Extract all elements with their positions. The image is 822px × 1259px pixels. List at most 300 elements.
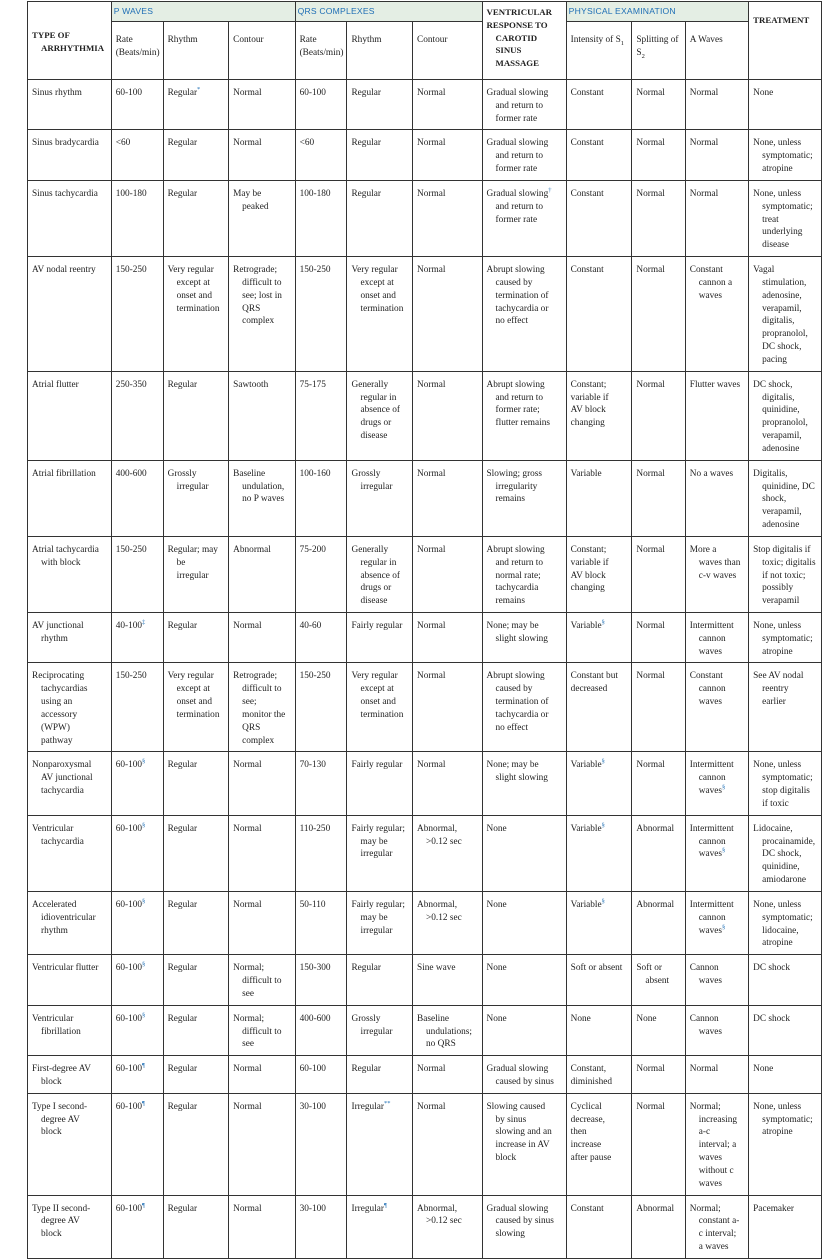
footnote-marker: ¶ [384, 1201, 387, 1209]
cell-line: idioventricular [41, 912, 96, 923]
table-row [28, 257, 822, 372]
cell-carotid-response [482, 180, 566, 256]
cell-line: difficult to [242, 976, 282, 987]
cell-line: Normal [417, 620, 446, 631]
cell-line: a-c [698, 1127, 711, 1138]
cell-treatment [749, 891, 822, 954]
header-sub-row [28, 22, 822, 80]
cell-line: Normal; [689, 1101, 721, 1112]
cell-carotid-response [482, 1093, 566, 1195]
cell-arrhythmia-name [28, 1093, 112, 1195]
cell-line: <60 [299, 138, 315, 149]
cell-line: regular in [360, 392, 397, 403]
cell-line: increasing [698, 1114, 737, 1125]
cell-line: Abrupt slowing [486, 544, 545, 555]
cell-line: Regular [167, 138, 198, 149]
cell-s1-intensity [566, 752, 632, 815]
cell-line: 75-200 [299, 544, 326, 555]
header-type-of-arrhythmia: TYPE OF ARRHYTHMIA [28, 2, 112, 80]
cell-s2-splitting [632, 460, 685, 536]
cell-line: Regular [167, 1203, 198, 1214]
cell-line: Stop digitalis if [753, 544, 811, 555]
cell-line: None, unless [753, 760, 802, 771]
footnote-marker: ‡ [142, 618, 146, 626]
cell-line: waves [698, 1153, 723, 1164]
cell-p-rhythm [163, 752, 229, 815]
footnote-marker: § [601, 758, 605, 766]
cell-line: Soft or absent [570, 963, 623, 974]
cell-line: None [570, 1013, 591, 1024]
cell-line: None, unless [753, 620, 802, 631]
cell-line: DC shock [753, 1013, 791, 1024]
table-row [28, 80, 822, 130]
cell-s1-intensity [566, 955, 632, 1005]
cell-line: AV junctional [32, 620, 84, 631]
cell-line: None [486, 1013, 507, 1024]
cell-line: Flutter waves [689, 379, 741, 390]
cell-line: Normal [689, 1064, 719, 1075]
cell-p-contour [229, 130, 295, 180]
cell-line: 40-60 [299, 620, 322, 631]
cell-line: Normal [636, 468, 665, 479]
cell-p-rhythm [163, 460, 229, 536]
cell-line: Baseline [417, 1013, 450, 1024]
cell-s2-splitting [632, 612, 685, 662]
cell-carotid-response [482, 1005, 566, 1055]
cell-qrs-rate [295, 1195, 347, 1258]
cell-carotid-response [482, 371, 566, 460]
cell-qrs-rhythm [347, 257, 413, 372]
cell-p-contour [229, 371, 295, 460]
cell-line: degree AV [41, 1216, 80, 1227]
cell-a-waves [685, 891, 748, 954]
cell-line: tachycardia or [495, 303, 549, 314]
cell-s1-intensity [566, 1195, 632, 1258]
cell-carotid-response [482, 536, 566, 612]
cell-line: atropine [762, 938, 793, 949]
cell-treatment [749, 257, 822, 372]
cell-line: interval; a [698, 1140, 737, 1151]
cell-line: absence of [360, 570, 400, 581]
cell-line: Normal [417, 468, 446, 479]
cell-p-rate [111, 371, 163, 460]
cell-line: Abnormal [636, 1203, 675, 1214]
cell-a-waves [685, 815, 748, 891]
cell-arrhythmia-name [28, 663, 112, 752]
cell-line: Cannon [689, 963, 719, 974]
cell-line: Normal [417, 265, 446, 276]
header-treatment: TREATMENT [749, 2, 822, 80]
cell-line: may be [360, 836, 388, 847]
cell-line: Constant [689, 265, 723, 276]
cell-line: termination [176, 709, 220, 720]
cell-line: onset and [360, 697, 396, 708]
cell-line: Very regular [167, 671, 214, 682]
footnote-marker: ¶ [142, 1099, 145, 1107]
header-ventricular-response: VENTRICULAR RESPONSE TO CAROTID SINUS MASSAGE [482, 2, 566, 80]
cell-line: difficult to [242, 277, 282, 288]
cell-qrs-contour [413, 180, 482, 256]
cell-carotid-response [482, 460, 566, 536]
cell-qrs-rhythm [347, 130, 413, 180]
cell-treatment [749, 1195, 822, 1258]
cell-line: onset and [176, 697, 212, 708]
cell-line: Vagal [753, 265, 775, 276]
cell-qrs-contour [413, 371, 482, 460]
cell-line: Variable§ [570, 821, 605, 834]
cell-qrs-contour [413, 1195, 482, 1258]
cell-line: 75-175 [299, 379, 326, 390]
cell-line: difficult to [242, 1026, 282, 1037]
cell-s1-intensity [566, 180, 632, 256]
cell-line: Gradual slowing† [486, 186, 552, 199]
cell-line: without c [698, 1165, 734, 1176]
cell-line: See AV nodal [753, 671, 804, 682]
cell-line: Regular [351, 138, 381, 149]
cell-line: onset and [360, 290, 396, 301]
table-row [28, 1005, 822, 1055]
cell-line: 400-600 [299, 1013, 331, 1024]
cell-s1-intensity [566, 1005, 632, 1055]
cell-line: cannon [698, 836, 726, 847]
cell-treatment [749, 1093, 822, 1195]
cell-line: block [41, 1077, 62, 1087]
cell-line: waves [698, 1178, 723, 1189]
cell-carotid-response [482, 1195, 566, 1258]
cell-line: 60-100§ [115, 758, 146, 771]
cell-line: Grossly [167, 468, 197, 479]
cell-treatment [749, 130, 822, 180]
cell-a-waves [685, 80, 748, 130]
cell-line: Normal [233, 88, 262, 98]
cell-treatment [749, 612, 822, 662]
cell-arrhythmia-name [28, 891, 112, 954]
cell-carotid-response [482, 891, 566, 954]
cell-treatment [749, 1056, 822, 1094]
cell-line: Reciprocating [32, 671, 85, 682]
cell-line: Regular [167, 1101, 198, 1112]
cell-p-contour [229, 663, 295, 752]
cell-p-contour [229, 180, 295, 256]
cell-line: Normal [233, 138, 262, 149]
cell-line: AV block [570, 405, 606, 416]
cell-line: Normal; [233, 1013, 265, 1024]
cell-line: Abrupt slowing [486, 379, 545, 390]
cell-treatment [749, 80, 822, 130]
cell-line: tachycardia [41, 836, 84, 847]
cell-line: if toxic [762, 798, 789, 809]
cell-s2-splitting [632, 257, 685, 372]
cell-line: AV junctional [41, 773, 93, 784]
cell-arrhythmia-name [28, 130, 112, 180]
cell-line: 60-100§ [115, 821, 146, 834]
cell-line: Intermittent [689, 760, 734, 771]
cell-line: atropine [762, 646, 793, 657]
cell-line: disease [360, 431, 388, 442]
header-intensity-s1: Intensity of $S_1$ [566, 22, 632, 80]
cell-line: Constant [570, 1203, 604, 1214]
cell-line: stop digitalis [762, 786, 810, 797]
cell-line: complex [242, 735, 275, 746]
cell-line: Normal [689, 188, 719, 199]
header-a-waves: A Waves [685, 22, 748, 80]
cell-line: block [41, 1229, 62, 1240]
cell-line: Regular [167, 963, 198, 974]
cell-qrs-rate [295, 371, 347, 460]
table-row [28, 891, 822, 954]
cell-treatment [749, 460, 822, 536]
cell-qrs-contour [413, 80, 482, 130]
cell-line: Regular [167, 899, 198, 910]
cell-line: waves§ [698, 784, 726, 797]
cell-p-rhythm [163, 180, 229, 256]
cell-line: Baseline [233, 468, 266, 479]
cell-line: caused by sinus [495, 1077, 554, 1087]
cell-line: Generally [351, 544, 389, 555]
cell-line: see; lost in [242, 290, 282, 301]
cell-arrhythmia-name [28, 1195, 112, 1258]
cell-line: Constant [689, 671, 723, 682]
cell-line: AV nodal reentry [32, 265, 96, 276]
cell-line: Abrupt slowing [486, 671, 545, 682]
cell-line: AV block [570, 570, 606, 581]
cell-line: changing [570, 418, 605, 429]
cell-line: Gradual slowing [486, 1203, 549, 1214]
cell-qrs-rhythm [347, 460, 413, 536]
cell-line: Regular [351, 1064, 381, 1075]
cell-line: decrease, [570, 1114, 605, 1125]
cell-line: Regular [351, 88, 381, 98]
footnote-marker: * [197, 85, 201, 93]
cell-qrs-rhythm [347, 371, 413, 460]
cell-line: DC shock, [762, 849, 802, 860]
cell-carotid-response [482, 257, 566, 372]
cell-line: Normal [689, 138, 719, 149]
header-p-rhythm: Rhythm [163, 22, 229, 80]
cell-p-rhythm [163, 80, 229, 130]
cell-arrhythmia-name [28, 460, 112, 536]
cell-line: None [486, 823, 507, 834]
cell-line: Nonparoxysmal [32, 760, 92, 771]
cell-line: except at [360, 684, 394, 695]
cell-line: Variable [570, 468, 602, 479]
table-row [28, 536, 822, 612]
cell-line: Normal [417, 760, 446, 771]
cell-line: 150-250 [299, 671, 331, 682]
cell-p-contour [229, 1093, 295, 1195]
cell-s2-splitting [632, 371, 685, 460]
table-row [28, 955, 822, 1005]
cell-line: Normal [417, 138, 446, 149]
cell-line: caused by sinus [495, 1216, 554, 1227]
cell-line: earlier [762, 697, 786, 708]
cell-line: DC shock [753, 963, 791, 974]
cell-qrs-contour [413, 891, 482, 954]
cell-treatment [749, 663, 822, 752]
cell-p-rhythm [163, 1056, 229, 1094]
cell-line: 100-180 [299, 188, 331, 199]
cell-p-rate [111, 663, 163, 752]
cell-line: after pause [570, 1153, 612, 1164]
footnote-marker: ¶ [142, 1201, 145, 1209]
cell-line: waves [698, 976, 723, 987]
cell-line: Regular [167, 1064, 198, 1075]
cell-line: termination of [495, 697, 549, 708]
cell-line: Constant; [570, 379, 607, 390]
cell-line: Gradual slowing [486, 138, 549, 149]
cell-arrhythmia-name [28, 1056, 112, 1094]
cell-p-rhythm [163, 955, 229, 1005]
cell-line: toxic; digitalis [762, 557, 816, 568]
cell-qrs-rhythm [347, 1195, 413, 1258]
cell-line: Abnormal, [417, 899, 458, 910]
cell-line: undulations; [426, 1026, 472, 1037]
cell-line: no QRS [426, 1039, 456, 1050]
cell-line: Normal [636, 379, 665, 390]
cell-qrs-rate [295, 536, 347, 612]
cell-line: 60-100 [299, 88, 326, 98]
header-physical-examination: PHYSICAL EXAMINATION [566, 2, 748, 22]
cell-s1-intensity [566, 371, 632, 460]
cell-s1-intensity [566, 536, 632, 612]
cell-line: irregular [360, 849, 393, 860]
cell-line: symptomatic; [762, 633, 813, 644]
cell-qrs-rate [295, 1005, 347, 1055]
cell-line: Accelerated [32, 899, 77, 910]
footnote-marker: § [142, 821, 146, 829]
cell-line: Atrial tachycardia [32, 544, 99, 555]
cell-line: diminished [570, 1077, 612, 1087]
cell-line: former rate; [495, 405, 540, 416]
cell-a-waves [685, 1056, 748, 1094]
cell-line: Normal [417, 88, 446, 98]
cell-s2-splitting [632, 955, 685, 1005]
cell-arrhythmia-name [28, 752, 112, 815]
cell-line: variable if [570, 392, 609, 403]
cell-line: Type I second- [32, 1101, 88, 1112]
cell-line: Intermittent [689, 823, 734, 834]
cell-line: Abnormal, [417, 1203, 458, 1214]
cell-line: cannon [698, 684, 726, 695]
cell-line: Intermittent [689, 899, 734, 910]
cell-line: None, unless [753, 138, 802, 149]
cell-line: and return to [495, 201, 544, 212]
cell-line: Intermittent [689, 620, 734, 631]
cell-line: Normal [417, 1101, 446, 1112]
cell-line: cannon [698, 633, 726, 644]
cell-line: Normal [417, 188, 446, 199]
table-row [28, 130, 822, 180]
cell-line: may be [360, 912, 388, 923]
cell-line: Fairly regular [351, 760, 403, 771]
cell-line: Regular [167, 620, 198, 631]
cell-qrs-rhythm [347, 536, 413, 612]
cell-qrs-contour [413, 536, 482, 612]
table-row [28, 752, 822, 815]
cell-line: slight slowing [495, 633, 548, 644]
cell-p-contour [229, 612, 295, 662]
cell-line: None; may be [486, 620, 539, 631]
cell-line: a waves [698, 1242, 729, 1253]
table-body [28, 80, 822, 1259]
cell-line: slowing and an [495, 1127, 552, 1138]
header-qrs-rhythm: Rhythm [347, 22, 413, 80]
cell-a-waves [685, 130, 748, 180]
cell-line: increase [570, 1140, 602, 1151]
cell-line: Abrupt slowing [486, 265, 545, 276]
cell-treatment [749, 1005, 822, 1055]
cell-carotid-response [482, 752, 566, 815]
cell-line: possibly [762, 583, 794, 594]
cell-qrs-contour [413, 955, 482, 1005]
cell-carotid-response [482, 663, 566, 752]
table-row [28, 612, 822, 662]
cell-qrs-contour [413, 752, 482, 815]
cell-line: cannon a [698, 277, 733, 288]
cell-line: Normal; [233, 963, 265, 974]
cell-line: Normal [417, 671, 446, 682]
cell-line: waves [698, 290, 723, 301]
cell-line: Normal [636, 760, 665, 771]
cell-qrs-rhythm [347, 955, 413, 1005]
footnote-marker: ** [384, 1099, 391, 1107]
cell-p-rate [111, 257, 163, 372]
cell-line: Ventricular flutter [32, 963, 99, 974]
cell-p-rhythm [163, 257, 229, 372]
cell-p-rhythm [163, 612, 229, 662]
cell-treatment [749, 955, 822, 1005]
arrhythmia-table-container [27, 1, 822, 1259]
cell-line: Sinus rhythm [32, 88, 82, 98]
cell-line: waves [698, 697, 723, 708]
cell-line: Regular* [167, 85, 201, 98]
cell-arrhythmia-name [28, 815, 112, 891]
cell-carotid-response [482, 815, 566, 891]
cell-line: and return to [495, 392, 544, 403]
cell-qrs-contour [413, 1056, 482, 1094]
footnote-marker: § [601, 897, 605, 905]
cell-line: First-degree AV [32, 1064, 91, 1075]
cell-line: 60-100§ [115, 1011, 146, 1024]
cell-qrs-rate [295, 612, 347, 662]
cell-line: slowing [495, 1229, 525, 1240]
cell-line: no effect [495, 316, 529, 327]
cell-line: Normal [636, 671, 665, 682]
cell-line: drugs or [360, 418, 392, 429]
cell-s2-splitting [632, 815, 685, 891]
cell-line: Type II second- [32, 1203, 91, 1214]
cell-line: atropine [762, 1127, 793, 1138]
cell-p-rate [111, 1056, 163, 1094]
cell-s2-splitting [632, 130, 685, 180]
cell-line: DC shock, [753, 379, 793, 390]
cell-qrs-rhythm [347, 1093, 413, 1195]
cell-p-rhythm [163, 536, 229, 612]
cell-line: propranolol, [762, 418, 808, 429]
cell-line: irregular [176, 481, 209, 492]
cell-p-rate [111, 955, 163, 1005]
cell-p-rhythm [163, 1005, 229, 1055]
cell-line: except at [176, 684, 210, 695]
cell-line: Atrial fibrillation [32, 468, 96, 479]
cell-line: caused by [495, 684, 533, 695]
cell-line: reentry [762, 684, 789, 695]
cell-line: Ventricular [32, 1013, 74, 1024]
cell-treatment [749, 371, 822, 460]
cell-line: Normal [417, 379, 446, 390]
cell-line: and return to [495, 100, 544, 111]
cell-qrs-rate [295, 460, 347, 536]
